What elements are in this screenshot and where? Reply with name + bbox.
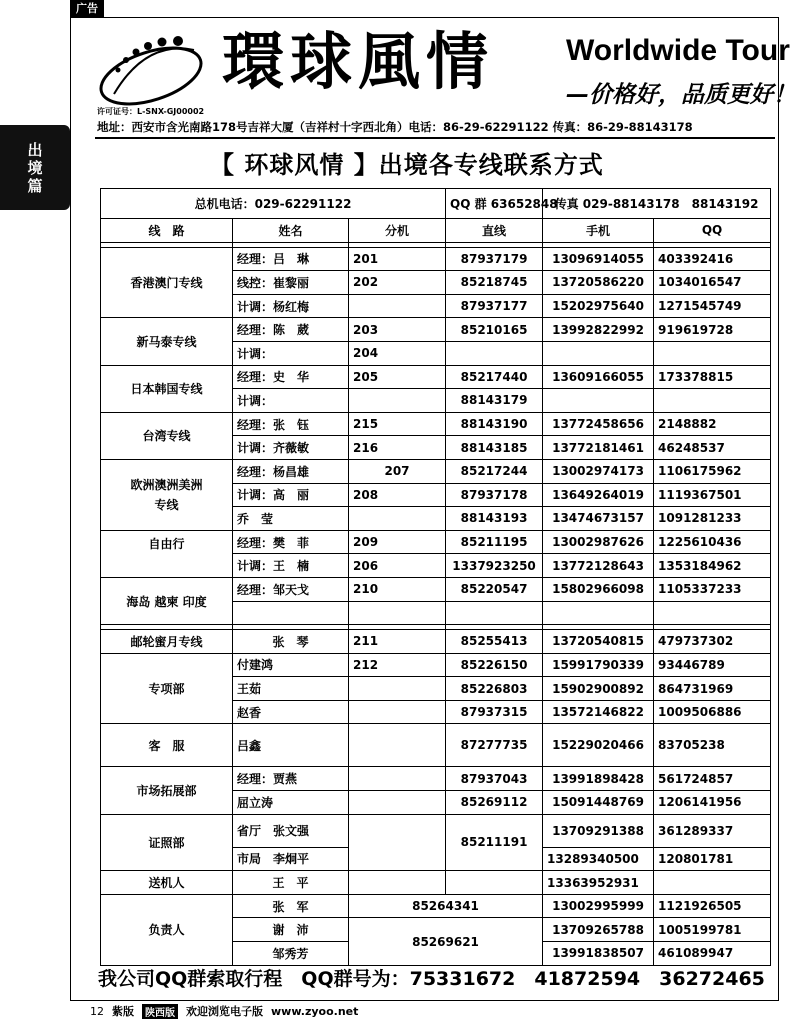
qq-cell: 1119367501 [654,483,771,507]
qq-cell: 83705238 [654,724,771,767]
table-row [101,630,771,654]
direct-cell: 88143185 [446,436,543,460]
route-cell: 专项部 [101,653,233,724]
table-row [101,530,771,554]
contact-table [100,188,771,966]
direct-cell: 87937178 [446,483,543,507]
name-cell: 经理：杨昌雄 [233,459,349,483]
direct-cell: 87937315 [446,700,543,724]
route-cell: 海岛 越柬 印度 [101,577,233,624]
table-row [101,653,771,677]
mobile-cell: 15229020466 [543,724,654,767]
route-cell: 日本韩国专线 [101,365,233,412]
route-cell: 邮轮蜜月专线 [101,630,233,654]
mobile-cell: 13649264019 [543,483,654,507]
mobile-cell: 13002987626 [543,530,654,554]
name-cell: 计调： [233,341,349,365]
route-cell: 新马泰专线 [101,318,233,365]
name-cell: 经理：樊 菲 [233,530,349,554]
company-address: 地址：西安市含光南路178号吉祥大厦（吉祥村十字西北角）电话：86-29-62291122 传真：86-29-88143178 [97,120,693,134]
name-cell: 屈立涛 [233,791,349,815]
mobile-cell: 15991790339 [543,653,654,677]
mobile-cell: 15802966098 [543,577,654,601]
route-label: 欧洲澳洲美洲 [130,477,203,492]
direct-cell: 85220547 [446,577,543,601]
mobile-cell: 13720586220 [543,271,654,295]
name-cell: 经理：张 钰 [233,412,349,436]
ext-cell [349,871,446,895]
qq-cell: 1005199781 [654,918,771,942]
mobile-cell: 13709265788 [543,918,654,942]
brand-english: Worldwide Tour [566,34,790,67]
brand-slogan: —价格好，品质更好！ [566,82,796,108]
ext-cell [349,791,446,815]
mobile-cell: 13096914055 [543,247,654,271]
qq-cell [654,871,771,895]
qq-cell: 461089947 [654,942,771,966]
table-row [101,577,771,601]
direct-cell: 85226150 [446,653,543,677]
direct-cell [446,341,543,365]
ext-cell: 210 [349,577,446,601]
mobile-cell: 13992822992 [543,318,654,342]
direct-cell: 88143179 [446,389,543,413]
ext-cell: 206 [349,554,446,578]
table-header-row [101,219,771,243]
column-header: 线 路 [101,219,233,243]
qq-cell: 1009506886 [654,700,771,724]
edition-label: 紫版 [112,1005,134,1018]
qq-cell: 864731969 [654,677,771,701]
table-row [101,365,771,389]
qq-cell: 919619728 [654,318,771,342]
qq-cell: 1106175962 [654,459,771,483]
mobile-cell: 13002995999 [543,894,654,918]
mobile-cell: 15902900892 [543,677,654,701]
name-cell: 邹秀芳 [233,942,349,966]
table-row [101,814,771,847]
table-row [101,459,771,483]
ext-cell: 216 [349,436,446,460]
qq-cell: 1353184962 [654,554,771,578]
section-tab-char: 篇 [27,176,43,195]
route-cell [101,459,233,530]
direct-cell: 85210165 [446,318,543,342]
mobile-cell: 13991898428 [543,767,654,791]
column-header: 手机 [543,219,654,243]
name-cell: 省厅 张文强 [233,814,349,847]
brand-name: 環球風情 [222,25,495,98]
footer-text: 欢迎浏览电子版 [186,1005,263,1018]
name-cell: 付建鸿 [233,653,349,677]
mobile-cell [543,389,654,413]
direct-cell: 85217244 [446,459,543,483]
page-number: 12 [90,1004,104,1018]
name-cell: 计调：王 楠 [233,554,349,578]
name-cell: 计调：杨红梅 [233,294,349,318]
ext-cell: 215 [349,412,446,436]
direct-cell: 88143193 [446,507,543,531]
direct-cell: 85269621 [349,918,543,965]
route-cell: 证照部 [101,814,233,871]
ext-cell: 209 [349,530,446,554]
name-cell: 市局 李炯平 [233,847,349,871]
name-cell: 吕鑫 [233,724,349,767]
mobile-cell: 13991838507 [543,942,654,966]
name-cell: 经理：史 华 [233,365,349,389]
qq-cell: 93446789 [654,653,771,677]
mobile-cell: 13002974173 [543,459,654,483]
column-header: QQ [654,219,771,243]
name-cell: 经理：贾燕 [233,767,349,791]
ext-cell: 212 [349,653,446,677]
name-cell: 张 军 [233,894,349,918]
name-cell: 经理：陈 葳 [233,318,349,342]
name-cell: 经理：吕 琳 [233,247,349,271]
ext-cell: 203 [349,318,446,342]
mobile-cell: 15091448769 [543,791,654,815]
globe-logo-icon [96,30,206,108]
name-cell: 计调： [233,389,349,413]
ext-cell: 201 [349,247,446,271]
mobile-cell: 13772458656 [543,412,654,436]
column-header: 分机 [349,219,446,243]
name-cell: 谢 沛 [233,918,349,942]
qq-cell: 1105337233 [654,577,771,601]
table-row [101,318,771,342]
name-cell: 王 平 [233,871,349,895]
ext-cell: 208 [349,483,446,507]
qq-cell: 1091281233 [654,507,771,531]
qq-cell [654,341,771,365]
section-tab-char: 境 [27,158,43,177]
divider [95,137,775,139]
ad-label: 广告 [70,0,104,17]
ext-cell [349,677,446,701]
qq-cell: 1225610436 [654,530,771,554]
table-row [101,724,771,767]
direct-cell: 87937043 [446,767,543,791]
mobile-cell: 15202975640 [543,294,654,318]
ext-cell: 205 [349,365,446,389]
ext-cell [349,507,446,531]
qq-cell: 173378815 [654,365,771,389]
qq-cell: 1034016547 [654,271,771,295]
direct-cell: 87937179 [446,247,543,271]
name-cell: 线控：崔黎丽 [233,271,349,295]
mobile-cell: 13609166055 [543,365,654,389]
mobile-cell: 13474673157 [543,507,654,531]
direct-cell: 87277735 [446,724,543,767]
table-row [101,894,771,918]
mobile-cell: 13363952931 [543,871,654,895]
direct-cell: 85264341 [349,894,543,918]
direct-cell: 1337923250 [446,554,543,578]
table-row [101,767,771,791]
section-tab [0,125,70,210]
edition-badge: 陕西版 [142,1004,178,1019]
mobile-cell [543,341,654,365]
name-cell: 张 琴 [233,630,349,654]
direct-cell: 85218745 [446,271,543,295]
ext-cell [349,814,446,871]
mobile-cell: 13772181461 [543,436,654,460]
ext-cell [349,700,446,724]
qq-group-promo: 我公司QQ群索取行程 QQ群号为：75331672 41872594 36272465 [98,968,765,990]
table-row [101,189,771,219]
name-cell: 赵香 [233,700,349,724]
qq-cell: 1121926505 [654,894,771,918]
direct-cell: 85269112 [446,791,543,815]
route-label: 专线 [154,497,179,512]
qq-cell: 120801781 [654,847,771,871]
qq-cell: 2148882 [654,412,771,436]
page-footer [90,1003,358,1019]
ext-cell [349,294,446,318]
name-cell: 计调：齐薇敏 [233,436,349,460]
direct-cell: 85226803 [446,677,543,701]
column-header: 姓名 [233,219,349,243]
qq-cell: 1206141956 [654,791,771,815]
table-row [101,247,771,271]
footer-url[interactable]: www.zyoo.net [271,1004,359,1018]
table-row [101,871,771,895]
ext-cell: 202 [349,271,446,295]
ext-cell: 211 [349,630,446,654]
route-cell: 台湾专线 [101,412,233,459]
direct-cell [446,871,543,895]
route-cell: 负责人 [101,894,233,965]
ext-cell: 204 [349,341,446,365]
direct-cell: 87937177 [446,294,543,318]
route-cell: 市场拓展部 [101,767,233,814]
name-cell: 计调：高 丽 [233,483,349,507]
route-cell: 自由行 [101,530,233,577]
mobile-cell: 13720540815 [543,630,654,654]
route-cell: 香港澳门专线 [101,247,233,318]
name-cell: 经理：邹天戈 [233,577,349,601]
route-cell: 送机人 [101,871,233,895]
direct-cell: 88143190 [446,412,543,436]
route-cell: 客 服 [101,724,233,767]
name-cell: 王茹 [233,677,349,701]
ext-cell [349,724,446,767]
qq-cell: 361289337 [654,814,771,847]
qq-group: QQ 群 63652848 [446,189,543,219]
section-tab-char: 出 [27,140,43,159]
mobile-cell: 13709291388 [543,814,654,847]
direct-cell: 85211191 [446,814,543,871]
direct-cell: 85217440 [446,365,543,389]
column-header: 直线 [446,219,543,243]
ext-cell [349,767,446,791]
page-title: 【 环球风情 】出境各专线联系方式 [210,151,604,179]
qq-cell: 479737302 [654,630,771,654]
qq-cell: 561724857 [654,767,771,791]
qq-cell: 403392416 [654,247,771,271]
table-row [101,412,771,436]
mobile-cell: 13572146822 [543,700,654,724]
mobile-cell: 13772128643 [543,554,654,578]
qq-cell: 1271545749 [654,294,771,318]
ext-cell: 207 [349,459,446,483]
qq-cell [654,389,771,413]
fax-numbers: 传真 029-88143178 88143192 [543,189,771,219]
direct-cell: 85255413 [446,630,543,654]
mobile-cell: 13289340500 [543,847,654,871]
main-phone: 总机电话：029-62291122 [101,189,446,219]
license-number: 许可证号：L-SNX-GJ00002 [97,107,205,116]
name-cell: 乔 莹 [233,507,349,531]
qq-cell: 46248537 [654,436,771,460]
direct-cell: 85211195 [446,530,543,554]
ext-cell [349,389,446,413]
